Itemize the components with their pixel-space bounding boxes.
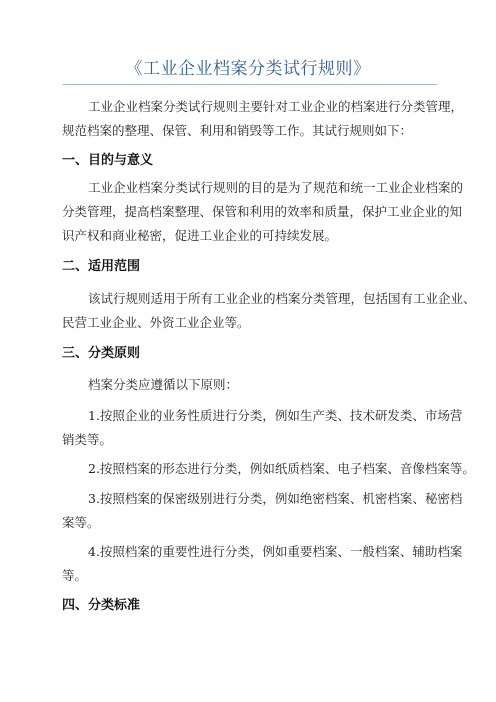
principle-item-2: [62, 457, 475, 481]
document-title: 《工业企业档案分类试行规则》: [125, 59, 371, 79]
scope-line-1: 该试行规则适用于所有工业企业的档案分类管理，包括国有工业企业、: [88, 291, 476, 306]
principle-item-3: [62, 487, 463, 535]
principle-item-3-line-2: 案等。: [62, 515, 100, 530]
principles-lead-line: 档案分类应遵循以下原则：: [88, 377, 239, 392]
principle-item-1-line-2: 销类等。: [62, 432, 113, 447]
principle-item-3-line-1: 3.按照档案的保密级别进行分类，例如绝密档案、机密档案、秘密档: [88, 491, 463, 506]
intro-line-2: 规范档案的整理、保管、利用和销毁等工作。其试行规则如下：: [62, 123, 413, 138]
principle-item-4-line-2: 等。: [62, 568, 88, 583]
section-heading-standards: 四、分类标准: [62, 598, 141, 613]
scope-line-2: 民营工业企业、外资工业企业等。: [62, 315, 250, 330]
title-underline: [63, 84, 437, 85]
principle-item-1: [62, 404, 463, 452]
section-heading-scope: 二、适用范围: [62, 259, 141, 274]
purpose-paragraph: [62, 176, 464, 248]
scope-paragraph: [62, 287, 476, 335]
purpose-line-1: 工业企业档案分类试行规则的目的是为了规范和统一工业企业档案的: [88, 180, 464, 195]
intro-line-1: 工业企业档案分类试行规则主要针对工业企业的档案进行分类管理，: [88, 99, 464, 114]
intro-paragraph: [62, 95, 464, 143]
principle-item-2-line-1: 2.按照档案的形态进行分类，例如纸质档案、电子档案、音像档案等。: [88, 461, 475, 476]
principles-lead: [62, 373, 452, 397]
purpose-line-2: 分类管理，提高档案整理、保管和利用的效率和质量，保护工业企业的知: [62, 204, 463, 219]
principle-item-4: [62, 540, 463, 588]
principle-item-1-line-1: 1.按照企业的业务性质进行分类，例如生产类、技术研发类、市场营: [88, 408, 463, 423]
section-heading-principles: 三、分类原则: [62, 346, 141, 361]
section-heading-purpose: 一、目的与意义: [62, 153, 154, 168]
principle-item-4-line-1: 4.按照档案的重要性进行分类，例如重要档案、一般档案、辅助档案: [88, 544, 463, 559]
purpose-line-3: 识产权和商业秘密，促进工业企业的可持续发展。: [62, 228, 338, 243]
